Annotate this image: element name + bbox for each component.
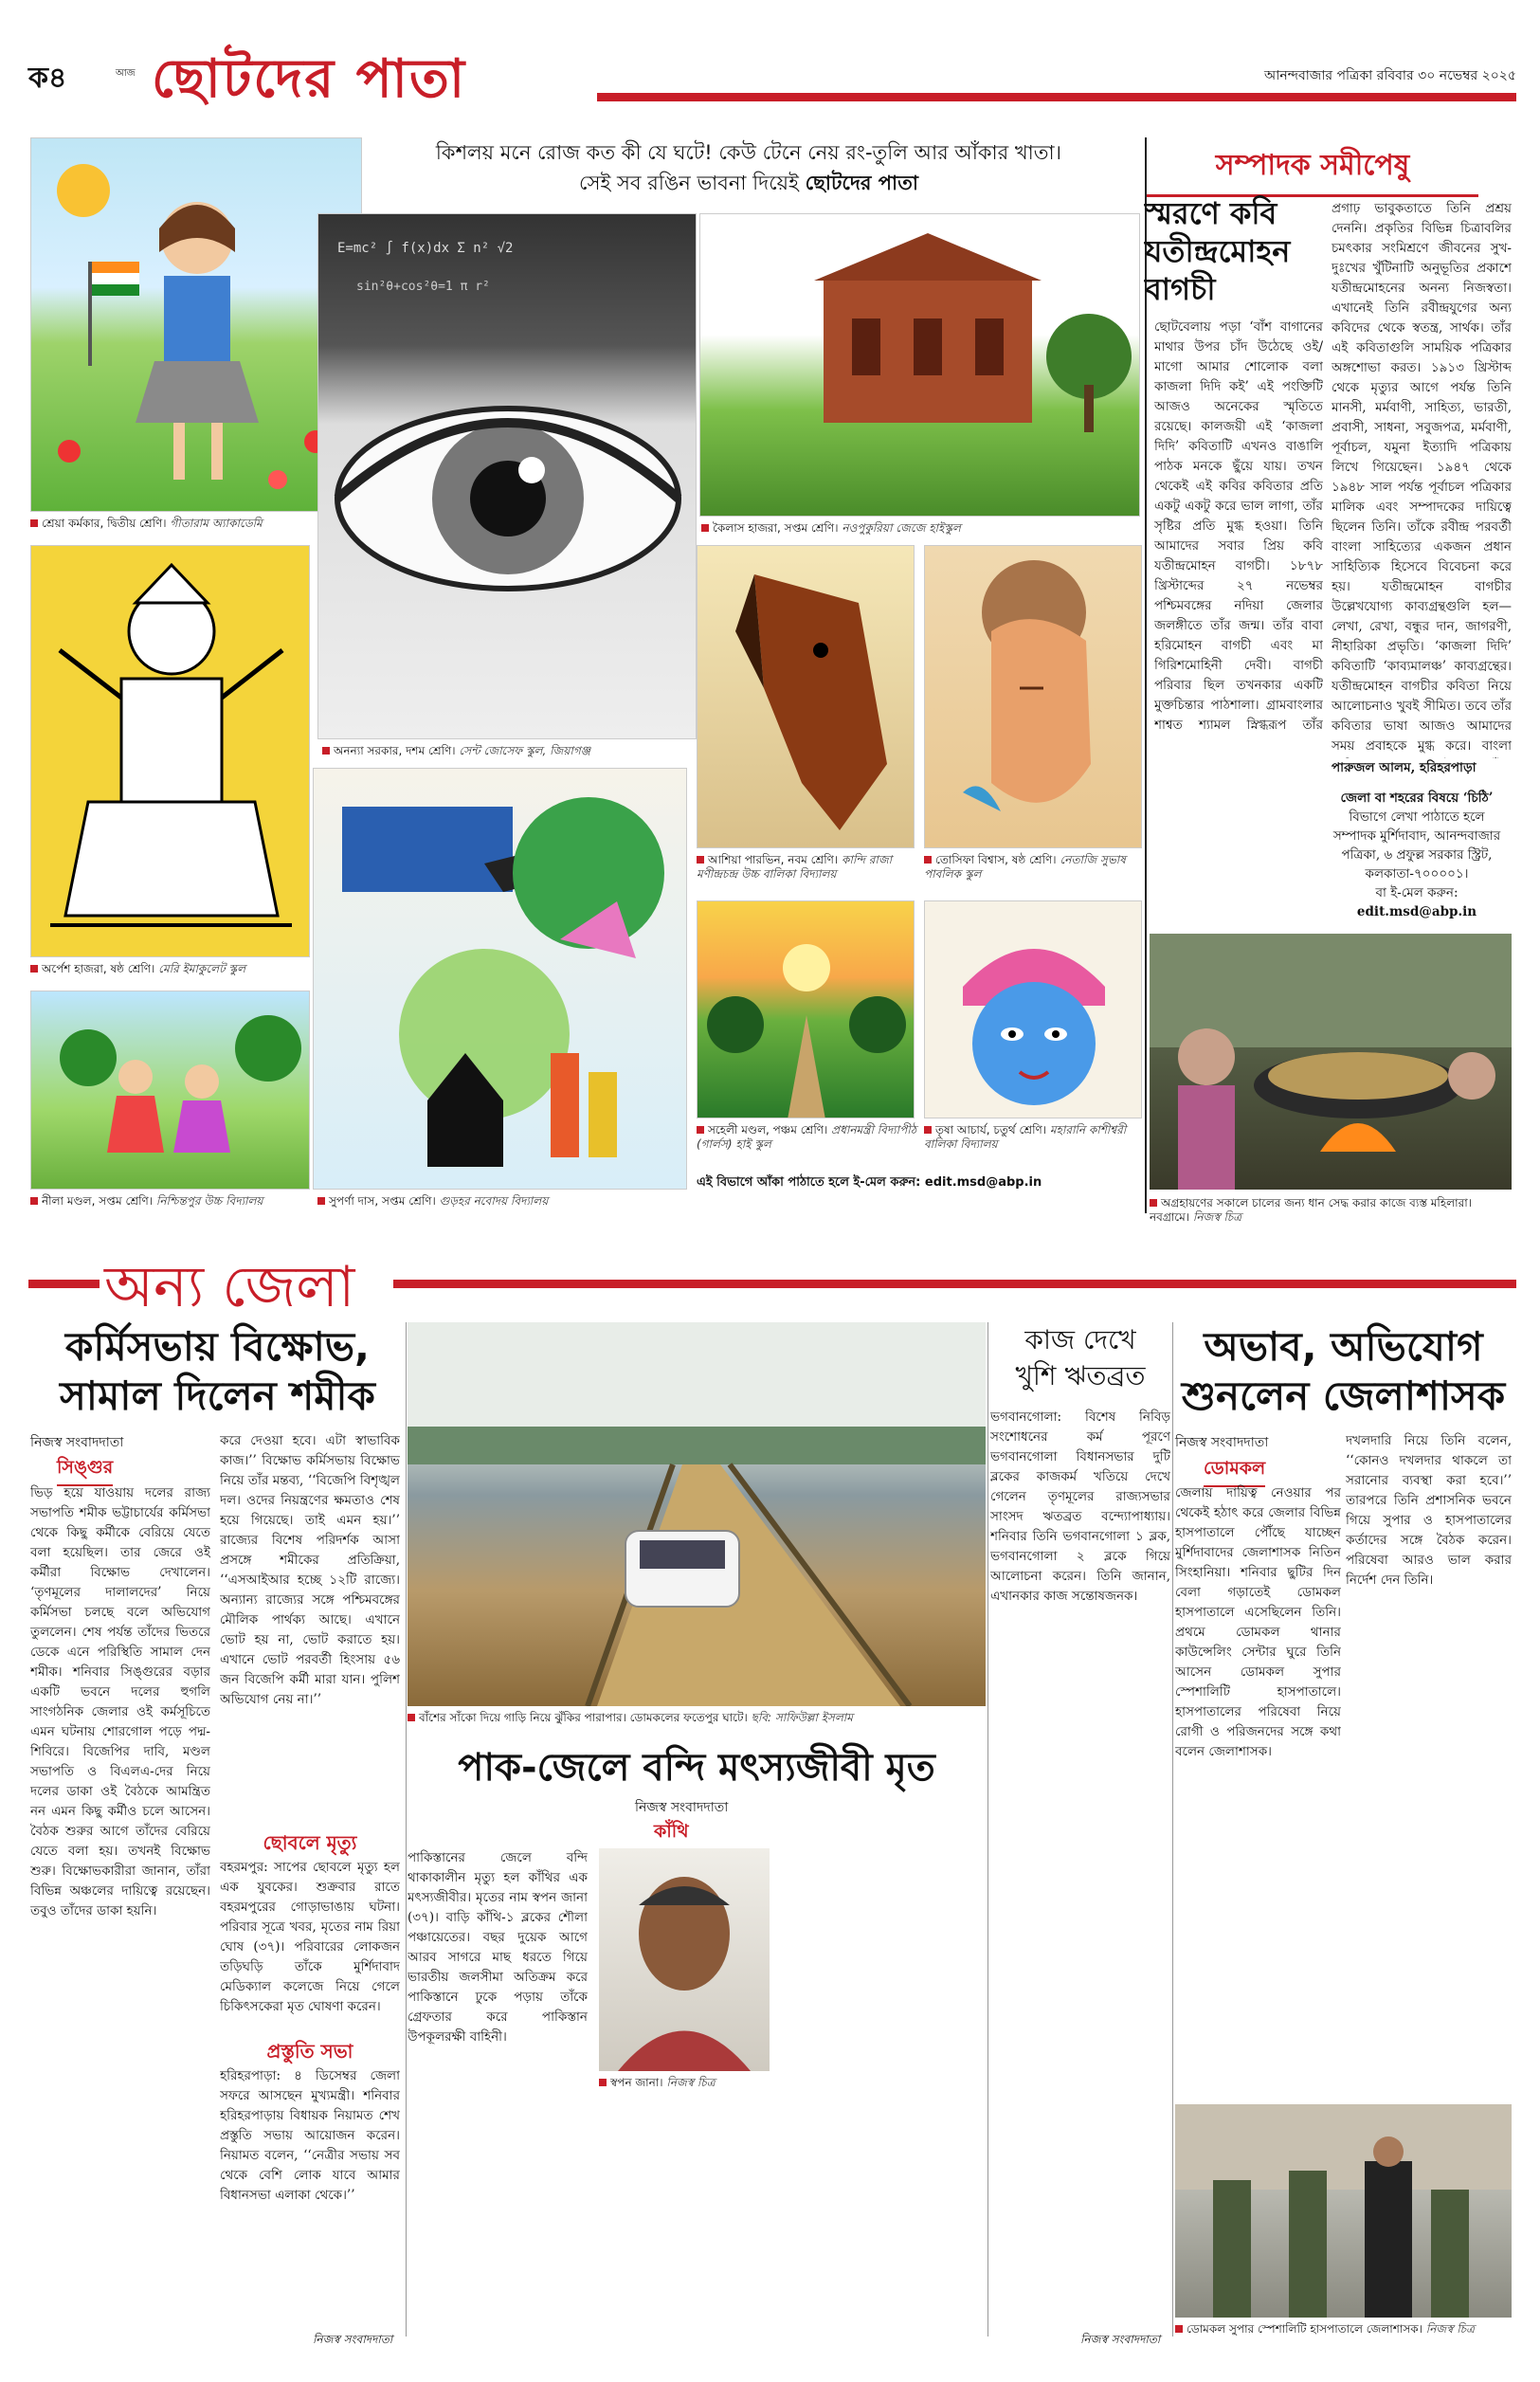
story4-byline: নিজস্ব সংবাদদাতা — [1175, 1435, 1269, 1450]
artwork-temple — [699, 213, 1140, 517]
story1-byline: নিজস্ব সংবাদদাতা — [30, 1435, 124, 1450]
snakebite-text: বহরমপুর: সাপের ছোবলে মৃত্যু হল এক যুবকের। শুক্রবার রাতে বহরমপুরের গোড়াভাঙায় ঘটনা। পরিবার সূত্রে খবর, মৃতের নাম রিয়া ঘোষ (৩৭)। পরিবারের লোকজন তড়িঘড়ি তাঁকে মুর্শিদাবাদ মেডিক্যাল কলেজে নিয়ে গেলে চিকিৎসকেরা মৃত ঘোষণা করেন। — [220, 1860, 400, 2014]
photo-paddy-illustration — [1150, 934, 1512, 1190]
story1-col-2: করে দেওয়া হবে। এটা স্বাভাবিক কাজ।’’ বিক্ষোভ কর্মিসভায় বিক্ষোভ নিয়ে তাঁর মন্তব্য, ‘‘বিজেপি বিশৃঙ্খল দল। ওদের নিয়ন্ত্রণের ক্ষমতাও শেষ হয়ে গিয়েছে। তাই এমন হয়।’’ রাজ্যের বিশেষ পরিদর্শক আসা প্রসঙ্গে শমীকের প্রতিক্রিয়া, ‘‘এসআইআর হচ্ছে ১২টি রাজ্যে। অন্যান্য রাজ্যের সঙ্গে পশ্চিমবঙ্গের মৌলিক পার্থক্য আছে। এখানে ভোট হয় না, ভোট করাতে হয়। এখানে ভোট পরবর্তী হিংসায় ৫৬ জন বিজেপি কর্মী মারা যান। পুলিশ অভিযোগ নেয় না।’’ — [220, 1433, 400, 1707]
caption-4: অর্পেশ হাজরা, ষষ্ঠ শ্রেণি। মেরি ইমাকুলেট স্কুল — [30, 962, 315, 976]
rule-3 — [1172, 1322, 1173, 2337]
story2-byline: নিজস্ব সংবাদদাতা — [635, 1800, 729, 1815]
section-title: ছোটদের পাতা — [152, 48, 467, 110]
drawing-eye — [318, 214, 697, 739]
drawing-horse — [698, 546, 915, 848]
artwork-environment — [313, 768, 687, 1190]
story2-place: কাঁথি — [654, 1818, 689, 1850]
editor-headline: স্মরণে কবি যতীন্দ্রমোহন বাগচী — [1145, 195, 1291, 307]
section-2-title: অন্য জেলা — [104, 1254, 355, 1320]
caption-5: আশিয়া পারভিন, নবম শ্রেণি। কান্দি রাজা মণীন্দ্রচন্দ্র উচ্চ বালিকা বিদ্যালয় — [697, 853, 893, 881]
drawing-temple — [700, 214, 1140, 517]
caption-7: নীলা মণ্ডল, সপ্তম শ্রেণি। নিশ্চিন্তপুর উচ্চ বিদ্যালয় — [30, 1194, 315, 1209]
story3-headline: কাজ দেখে খুশি ঋতব্রত — [1015, 1324, 1146, 1391]
artwork-krishna — [924, 900, 1142, 1118]
rule-1 — [406, 1322, 407, 2337]
page-label: আজ — [116, 68, 136, 79]
drawing-environment — [314, 769, 687, 1190]
story1-place: সিঙ্গুর — [57, 1454, 113, 1486]
story2-text: পাকিস্তানের জেলে বন্দি থাকাকালীন মৃত্যু হল কাঁথির এক মৎস্যজীবীর। মৃতের নাম স্বপন জানা (৩৭)। বাড়ি কাঁথি-১ ব্লকের শৌলা পঞ্চায়েতের। বছর দুয়েক আগে আরব সাগরে মাছ ধরতে গিয়ে ভারতীয় জলসীমা অতিক্রম করে পাকিস্তানে ঢুকে পড়ায় তাঁকে গ্রেফতার করে পাকিস্তান উপকূলরক্ষী বাহিনী। — [408, 1850, 588, 2045]
section-2-rule-right — [393, 1280, 1516, 1288]
story3-text: ভগবানগোলা: বিশেষ নিবিড় সংশোধনের কর্ম পূরণে ভগবানগোলা বিধানসভার দুটি ব্লকের কাজকর্ম খতিয়ে দেখে গেলেন তৃণমূলের রাজ্যসভার সাংসদ ঋতব্রত বন্দ্যোপাধ্যায়। শনিবার তিনি ভগবানগোলা ১ ব্লক, ভগবানগোলা ২ ব্লকে গিয়ে আলোচনা করেন। তিনি জানান, এখানকার কাজ সন্তোষজনক। — [990, 1409, 1170, 1604]
artwork-face — [924, 545, 1142, 848]
story4-col-2: দখলদারি নিয়ে তিনি বলেন, ‘‘কোনও দখলদার থাকলে তা সরানোর ব্যবস্থা করা হবে।’’ তারপরে তিনি প্রশাসনিক ভবনে গিয়ে সুপার ও হাসপাতালের কর্তাদের সঙ্গে বৈঠক করেন। পরিষেবা আরও ভাল করার নির্দেশ দেন তিনি। — [1346, 1433, 1512, 1588]
header-rule — [597, 93, 1516, 101]
artwork-girl-flag — [30, 137, 362, 512]
dm-visit-illustration — [1175, 2104, 1512, 2318]
drawing-krishna — [925, 901, 1142, 1118]
section-2-header — [28, 1251, 1516, 1320]
drawing-face — [925, 546, 1142, 848]
story4-credit: নিজস্ব সংবাদদাতা — [1080, 2333, 1161, 2346]
drawing-girl-flag — [31, 138, 362, 512]
fisherman-illustration — [599, 1848, 770, 2071]
caption-6: তোসিফা বিশ্বাস, ষষ্ঠ শ্রেণি। নেতাজি সুভাষ পাবলিক স্কুল — [924, 853, 1126, 881]
subhead-preparation: প্রস্তুতি সভা — [266, 2040, 353, 2063]
caption-1: শ্রেয়া কর্মকার, দ্বিতীয় শ্রেণি। গীতারাম অ্যাকাডেমি — [30, 517, 362, 531]
intro-line-1: কিশলয় মনে রোজ কত কী যে ঘটে! কেউ টেনে নেয় রং-তুলি আর আঁকার খাতা। — [435, 141, 1062, 164]
photo-paddy — [1150, 934, 1512, 1190]
photo-bamboo-bridge — [408, 1322, 986, 1706]
story2-headline: পাক-জেলে বন্দি মৎস্যজীবী মৃত — [458, 1746, 935, 1790]
dm-visit-caption: ডোমকল সুপার স্পেশালিটি হাসপাতালে জেলাশাসক। নিজস্ব চিত্র — [1175, 2322, 1512, 2337]
intro-text — [379, 137, 1118, 198]
caption-2: অনন্যা সরকার, দশম শ্রেণি। সেন্ট জোসেফ স্কুল, জিয়াগঞ্জ — [322, 744, 701, 758]
preparation-text: হরিহরপাড়া: ৪ ডিসেম্বর জেলা সফরে আসছেন মুখ্যমন্ত্রী। শনিবার হরিহরপাড়ায় বিধায়ক নিয়ামত শেখ প্রস্তুতি সভায় আয়োজন করেন। নিয়ামত বলেন, ‘‘নেত্রীর সভায় সব থেকে বেশি লোক যাবে আমার বিধানসভা এলাকা থেকে।’’ — [220, 2068, 400, 2203]
page-number: ক৪ — [28, 62, 67, 95]
bridge-caption: বাঁশের সাঁকো দিয়ে গাড়ি নিয়ে ঝুঁকির পারাপার। ডোমকলের ফতেপুর ঘাটে। ছবি: সাফিউল্লা ইসলাম — [408, 1711, 986, 1725]
caption-3: কৈলাস হাজরা, সপ্তম শ্রেণি। নওপুকুরিয়া জেজে হাইস্কুল — [701, 521, 1142, 536]
photo-fisherman — [599, 1848, 770, 2071]
artwork-horse — [697, 545, 915, 848]
artwork-goddess — [30, 545, 310, 957]
fisherman-caption: স্বপন জানা। নিজস্ব চিত্র — [599, 2076, 770, 2090]
bridge-illustration — [408, 1322, 986, 1706]
editor-col-1: ছোটবেলায় পড়া ‘বাঁশ বাগানের মাথার উপর চাঁদ উঠেছে ওই/ মাগো আমার শোলোক বলা কাজলা দিদি কই’ এই পংক্তিটি আজও অনেকের স্মৃতিতে রয়েছে। কালজয়ী এই ‘কাজলা দিদি’ কবিতাটি এখনও বাঙালি পাঠক মনকে ছুঁয়ে যায়। তখন থেকেই এই কবির কবিতার প্রতি একটু একটু করে ভাল লাগা, তাঁর সৃষ্টির প্রতি মুগ্ধ হওয়া। তিনি আমাদের সবার প্রিয় কবি যতীন্দ্রমোহন বাগচী। ১৮৭৮ খ্রিস্টাব্দের ২৭ নভেম্বর পশ্চিমবঙ্গের নদিয়া জেলার জলঙ্গীতে তাঁর জন্ম। তাঁর বাবা হরিমোহন বাগচী এবং মা গিরিশমোহিনী দেবী। বাগচী পরিবার ছিল তখনকার একটি মুক্তচিন্তার পাঠশালা। গ্রামবাংলার শাশ্বত শ্যামল স্নিগ্ধরূপ তাঁর — [1154, 319, 1323, 733]
editor-signer: পারুজল আলম, হরিহরপাড়া — [1332, 760, 1477, 775]
paper-dateline: আনন্দবাজার পত্রিকা রবিবার ৩০ নভেম্বর ২০২৫ — [1264, 68, 1516, 83]
intro-line-2: সেই সব রঙিন ভাবনা দিয়েই ছোটদের পাতা — [579, 172, 918, 194]
story4-col-1: জেলায় দায়িত্ব নেওয়ার পর থেকেই হঠাৎ করে জেলার বিভিন্ন হাসপাতালে পৌঁছে যাচ্ছেন মুর্শিদাবাদের জেলাশাসক নিতিন সিংহানিয়া। শনিবার ছুটির দিন বেলা গড়াতেই ডোমকল হাসপাতালে এসেছিলেন তিনি। প্রথমে ডোমকল থানার কাউন্সেলিং সেন্টার ঘুরে তিনি আসেন ডোমকল সুপার স্পেশালিটি হাসপাতালে। হাসপাতালের পরিষেবা নিয়ে রোগী ও পরিজনদের সঙ্গে কথা বলেন জেলাশাসক। — [1175, 1485, 1341, 1759]
svg-text:E=mc² ∫ f(x)dx Σ n² √2: E=mc² ∫ f(x)dx Σ n² √2 — [337, 241, 514, 256]
section-2-rule-left — [28, 1280, 100, 1288]
caption-9: সহেলী মণ্ডল, পঞ্চম শ্রেণি। প্রধানমন্ত্রী বিদ্যাপীঠ (গার্লস) হাই স্কুল — [697, 1123, 917, 1151]
drawing-kids — [31, 991, 310, 1190]
editor-col-2: প্রগাঢ় ভাবুকতাতে তিনি প্রশ্রয় দেননি। প্রকৃতির বিভিন্ন চিত্রাবলির চমৎকার সংমিশ্রণে জীবনের সুখ-দুঃখের খুঁটিনাটি অনুভূতির প্রকাশে যতীন্দ্রমোহনের অনন্য নিজস্বতা। এখানেই তিনি রবীন্দ্রযুগের অন্য কবিদের থেকে স্বতন্ত্র, সার্থক। তাঁর এই কবিতাগুলি সাময়িক পত্রিকার অঙ্গশোভা করত। ১৯১৩ খ্রিস্টাব্দ থেকে মৃত্যুর আগে পর্যন্ত তিনি মানসী, মর্মবাণী, সাহিত্য, ভারতী, প্রবাসী, সাধনা, সবুজপত্র, মর্মবাণী, পূর্বাচল, যমুনা ইত্যাদি পত্রিকায় লিখে গিয়েছেন। ১৯৪৭ থেকে ১৯৪৮ সাল পর্যন্ত পূর্বাচল পত্রিকার মালিক এবং সম্পাদকের দায়িত্বে ছিলেন তিনি। তাঁকে রবীন্দ্র পরবর্তী বাংলা সাহিত্যের একজন প্রধান সাহিত্যিক হিসেবে বিবেচনা করে হয়। যতীন্দ্রমোহন বাগচীর উল্লেখযোগ্য কাব্যগ্রন্থগুলি হল— লেখা, রেখা, বন্ধুর দান, জাগরণী, নীহারিকা প্রভৃতি। ‘কাজলা দিদি’ কবিতাটি ‘কাব্যমালঞ্চ’ কাব্যগ্রন্থের। যতীন্দ্রমোহন বাগচীর কবিতা নিয়ে আলোচনাও খুবই সীমিত। তবে তাঁর কবিতার ভাষা আজও আমাদের সময় প্রবাহকে মুগ্ধ করে। বাংলা — [1332, 201, 1512, 754]
artwork-eye — [317, 213, 697, 739]
editor-section-title: সম্পাদক সমীপেষু — [1147, 142, 1478, 197]
story1-credit: নিজস্ব সংবাদদাতা — [313, 2333, 393, 2346]
paddy-caption: অগ্রহায়ণের সকালে চালের জন্য ধান সেদ্ধ করার কাজে ব্যস্ত মহিলারা। নবগ্রামে। নিজস্ব চিত্র — [1150, 1196, 1472, 1224]
drawing-landscape — [698, 901, 915, 1118]
photo-dm-visit — [1175, 2104, 1512, 2318]
story1-col-1: ভিড় হয়ে যাওয়ায় দলের রাজ্য সভাপতি শমীক ভট্টাচার্যের কর্মিসভা থেকে কিছু কর্মীকে বেরিয়ে যেতে বলা হয়েছিল। তার জেরে ওই কর্মীরা বিক্ষোভ দেখালেন। ‘তৃণমূলের দালালদের’ নিয়ে কর্মিসভা চলছে বলে অভিযোগ তুললেন। শেষ পর্যন্ত তাঁদের ভিতরে ডেকে এনে পরিস্থিতি সামাল দেন শমীক। শনিবার সিঙ্গুরের বড়ার একটি ভবনে দলের হুগলি সাংগঠনিক জেলার ওই কর্মসূচিতে এমন ঘটনায় শোরগোল পড়ে পদ্ম-শিবিরে। বিজেপির দাবি, মণ্ডল সভাপতি ও বিএলএ-দের নিয়ে দলের ডাকা ওই বৈঠকে আমন্ত্রিত নন এমন কিছু কর্মীও চলে আসেন। বৈঠক শুরুর আগে তাঁদের বেরিয়ে যেতে বলা হয়। তখনই বিক্ষোভ শুরু। বিক্ষোভকারীরা জানান, তাঁরা বিভিন্ন অঞ্চলের দায়িত্বে রয়েছেন। তবুও তাঁদের ডাকা হয়নি। — [30, 1485, 210, 1918]
email-note: এই বিভাগে আঁকা পাঠাতে হলে ই-মেল করুন: edit.msd@abp.in — [697, 1175, 1042, 1190]
artwork-kids — [30, 991, 310, 1190]
story1-headline: কর্মিসভায় বিক্ষোভ, সামাল দিলেন শমীক — [60, 1323, 375, 1419]
rule-2 — [987, 1322, 988, 2337]
caption-8: সুপর্ণা দাস, সপ্তম শ্রেণি। গুড়হর নবোদয় বিদ্যালয় — [317, 1194, 692, 1209]
story4-place: ডোমকল — [1204, 1455, 1265, 1487]
drawing-goddess — [31, 546, 310, 957]
artwork-landscape — [697, 900, 915, 1118]
letters-note: জেলা বা শহরের বিষয়ে ‘চিঠি’ বিভাগে লেখা পাঠাতে হলে সম্পাদক মুর্শিদাবাদ, আনন্দবাজার পত্রিকা, ৬ প্রফুল্ল সরকার স্ট্রিট, কলকাতা-৭০০০০১। বা ই-মেল করুন: edit.msd@abp.in — [1332, 791, 1501, 919]
caption-10: তৃষা আচার্য, চতুর্থ শ্রেণি। মহারানি কাশীশ্বরী বালিকা বিদ্যালয় — [924, 1123, 1127, 1151]
subhead-snakebite: ছোবলে মৃত্যু — [263, 1831, 357, 1854]
svg-text:sin²θ+cos²θ=1 π r²: sin²θ+cos²θ=1 π r² — [356, 280, 490, 294]
story4-headline: অভাব, অভিযোগ শুনলেন জেলাশাসক — [1181, 1323, 1506, 1419]
page-header — [28, 38, 1516, 110]
